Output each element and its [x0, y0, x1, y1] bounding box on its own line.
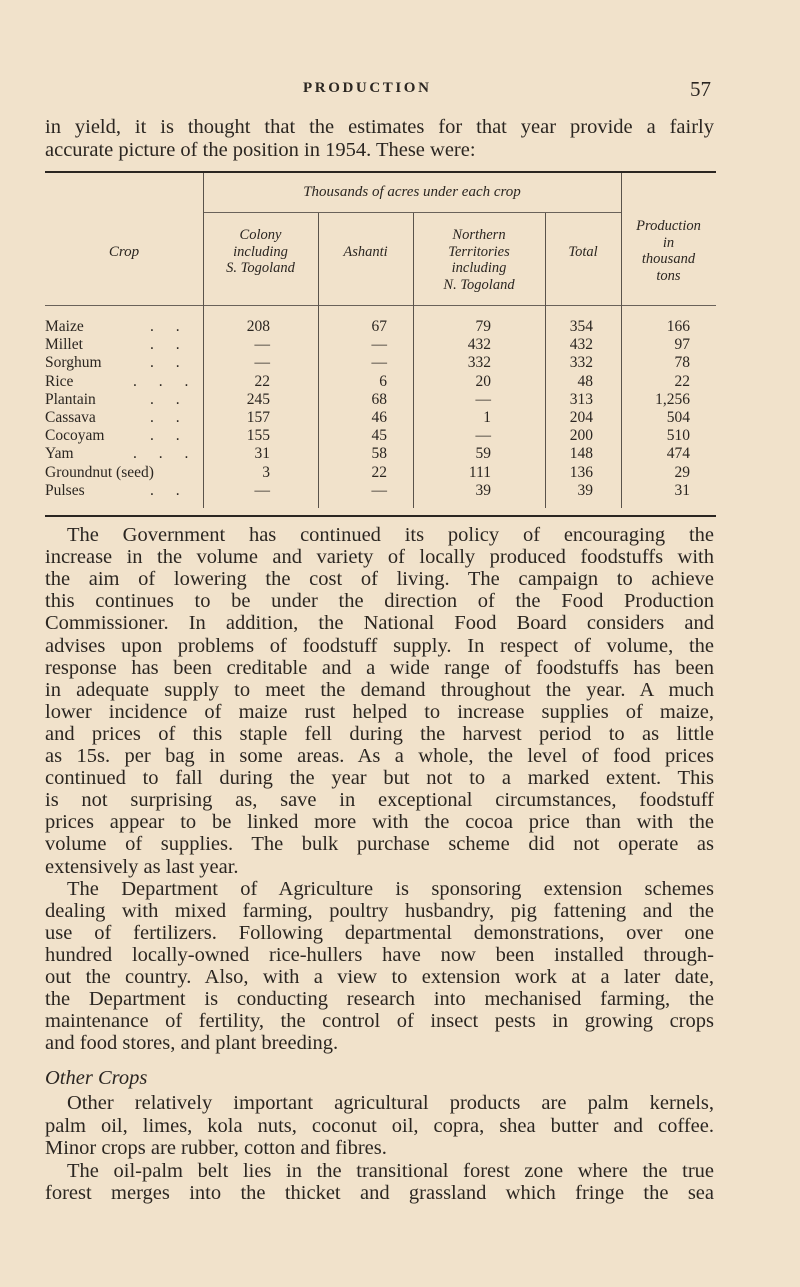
- table-top-rule: [45, 171, 716, 173]
- section-line: Minor crops are rubber, cotton and fibres.: [45, 1137, 387, 1160]
- cell-nt: —: [475, 427, 491, 445]
- header-line: Colony: [239, 227, 282, 243]
- col-header-crop: Crop: [108, 244, 140, 260]
- body-line: and food stores, and plant breeding.: [45, 1032, 339, 1055]
- cell-total: 39: [577, 481, 593, 499]
- body-line: [45, 745, 714, 767]
- cell-production: 97: [674, 336, 690, 354]
- dot-leader: . .: [150, 409, 189, 426]
- cell-ashanti: —: [371, 481, 387, 499]
- header-rule: [45, 305, 716, 306]
- header-line: S. Togoland: [226, 260, 295, 276]
- cell-production: 31: [674, 481, 690, 499]
- cell-colony: 3: [262, 463, 270, 481]
- cell-colony: 22: [254, 372, 270, 390]
- body-line: the aim of lowering the cost of living. The campaign to achieve: [45, 568, 714, 591]
- cell-nt: 111: [468, 463, 491, 481]
- table-row: [45, 482, 716, 500]
- cell-colony: 155: [246, 427, 270, 445]
- table-row: [45, 336, 716, 354]
- crop-name: Rice: [45, 372, 74, 390]
- body-line: response has been creditable and a wide range of foodstuffs has been: [45, 656, 714, 679]
- header-line: N. Togoland: [443, 276, 515, 293]
- cell-colony: 157: [246, 409, 270, 426]
- crop-name: Plantain: [45, 390, 96, 408]
- cell-colony: —: [254, 481, 270, 499]
- cell-nt: 79: [475, 318, 491, 335]
- body-line: this continues to be under the direction of the Food Production: [45, 590, 714, 613]
- cell-ashanti: 58: [371, 445, 387, 463]
- body-line: extensively as last year.: [45, 855, 239, 878]
- intro-line: in yield, it is thought that the estimates for that year provide a fairly: [45, 116, 714, 138]
- cell-production: 29: [674, 463, 690, 481]
- cell-total: 48: [577, 372, 593, 390]
- cell-total: 200: [569, 427, 593, 445]
- cell-ashanti: 22: [371, 463, 387, 481]
- dot-leader: . .: [150, 390, 189, 408]
- section-line: palm oil, limes, kola nuts, coconut oil, copra, shea butter and coffee.: [45, 1114, 714, 1137]
- header-line: Territories: [448, 243, 510, 260]
- cell-ashanti: 67: [371, 318, 387, 335]
- crop-name: Maize: [45, 318, 84, 335]
- dot-leader: . . .: [133, 372, 198, 390]
- body-line: dealing with mixed farming, poultry husbandry, pig fattening and the: [45, 899, 714, 922]
- cell-ashanti: 68: [371, 390, 387, 408]
- cell-nt: 39: [475, 481, 491, 499]
- cell-ashanti: 46: [371, 409, 387, 426]
- cell-ashanti: 6: [379, 372, 387, 390]
- dot-leader: . .: [150, 336, 189, 354]
- dot-leader: . .: [150, 318, 189, 335]
- col-header-northern-territories: [413, 227, 545, 293]
- crop-name: Sorghum: [45, 354, 102, 372]
- cell-nt: 59: [475, 445, 491, 463]
- body-line: The Department of Agriculture is sponsoring extension schemes: [67, 877, 714, 900]
- table-row: [45, 409, 716, 427]
- body-line: in adequate supply to meet the demand throughout the year. A much: [45, 678, 714, 701]
- cell-production: 78: [674, 354, 690, 372]
- table-bottom-rule: [45, 515, 716, 517]
- body-line: Commissioner. In addition, the National Food Board considers and: [45, 612, 714, 635]
- section-line: Other relatively important agricultural products are palm kernels,: [67, 1092, 714, 1114]
- body-line-text: as 15s. per bag in some areas. As a whole, the level of food prices: [45, 745, 714, 767]
- cell-total: 136: [569, 463, 593, 481]
- header-line: Production: [636, 218, 701, 234]
- cell-production: 166: [666, 318, 690, 335]
- intro-line: accurate picture of the position in 1954. These were:: [45, 139, 476, 161]
- cell-nt: 432: [467, 336, 491, 354]
- crop-name: Cocoyam: [45, 427, 105, 445]
- crop-name: Yam: [45, 445, 74, 463]
- dot-leader: . .: [150, 427, 189, 445]
- cell-nt: 332: [467, 354, 491, 372]
- body-line: advises upon problems of foodstuff supply. In respect of volume, the: [45, 634, 714, 657]
- body-line: is not surprising as, save in exceptional circumstances, foodstuff: [45, 789, 714, 812]
- cell-total: 148: [569, 445, 593, 463]
- running-title: PRODUCTION: [303, 80, 432, 96]
- cell-total: 313: [569, 390, 593, 408]
- cell-ashanti: —: [371, 336, 387, 354]
- page-number: 57: [690, 77, 711, 101]
- col-header-total: Total: [568, 244, 598, 260]
- header-line: thousand: [641, 251, 696, 267]
- body-line: volume of supplies. The bulk purchase scheme did not operate as: [45, 833, 714, 856]
- col-header-production: [621, 218, 716, 284]
- crop-name: Pulses: [45, 481, 85, 499]
- table-row: [45, 464, 716, 482]
- cell-nt: 20: [475, 372, 491, 390]
- header-line: in: [662, 234, 675, 251]
- table-row: [45, 445, 716, 463]
- cell-total: 204: [569, 409, 593, 426]
- col-header-ashanti: Ashanti: [343, 244, 388, 260]
- group-rule: [203, 212, 621, 213]
- cell-production: 510: [666, 427, 690, 445]
- body-line: maintenance of fertility, the control of insect pests in growing crops: [45, 1010, 714, 1033]
- cell-production: 22: [674, 372, 690, 390]
- cell-total: 354: [569, 318, 593, 335]
- crop-name: Millet: [45, 336, 83, 354]
- cell-production: 1,256: [655, 390, 690, 408]
- header-line: Northern: [452, 227, 506, 243]
- col-header-colony: [203, 227, 318, 277]
- group-header: Thousands of acres under each crop: [303, 184, 521, 200]
- table-row: [45, 391, 716, 409]
- cell-production: 504: [666, 409, 690, 426]
- body-line: lower incidence of maize rust helped to increase supplies of maize,: [45, 700, 714, 723]
- body-line: and prices of this staple fell during the harvest period to as little: [45, 722, 714, 745]
- cell-total: 332: [569, 354, 593, 372]
- dot-leader: . . .: [133, 445, 198, 463]
- section-line: The oil-palm belt lies in the transitional forest zone where the true: [67, 1159, 714, 1182]
- section-heading: Other Crops: [45, 1067, 148, 1089]
- cell-nt: 1: [483, 409, 491, 426]
- cell-colony: —: [254, 336, 270, 354]
- body-line: prices appear to be linked more with the cocoa price than with the: [45, 811, 714, 834]
- body-line: hundred locally-owned rice-hullers have now been installed through-: [45, 943, 714, 966]
- body-line: use of fertilizers. Following departmental demonstrations, over one: [45, 921, 714, 944]
- body-line: increase in the volume and variety of locally produced foodstuffs with: [45, 546, 714, 569]
- crop-name: Cassava: [45, 409, 96, 426]
- crop-name: Groundnut (seed): [45, 463, 154, 481]
- cell-nt: —: [475, 390, 491, 408]
- cell-production: 474: [666, 445, 690, 463]
- cell-total: 432: [569, 336, 593, 354]
- dot-leader: . .: [150, 354, 189, 372]
- cell-colony: 31: [254, 445, 270, 463]
- table-row: [45, 354, 716, 372]
- header-line: including: [451, 260, 507, 276]
- body-line: continued to fall during the year but not to a marked extent. This: [45, 767, 714, 790]
- header-line: tons: [656, 267, 681, 284]
- cell-ashanti: —: [371, 354, 387, 372]
- table-row: [45, 318, 716, 336]
- body-line: the Department is conducting research into mechanised farming, the: [45, 988, 714, 1011]
- cell-colony: 208: [246, 318, 270, 335]
- section-line: forest merges into the thicket and grassland which fringe the sea: [45, 1182, 714, 1205]
- cell-colony: —: [254, 354, 270, 372]
- body-line: out the country. Also, with a view to extension work at a later date,: [45, 966, 714, 988]
- cell-colony: 245: [246, 390, 270, 408]
- cell-ashanti: 45: [371, 427, 387, 445]
- table-row: [45, 373, 716, 391]
- table-row: [45, 427, 716, 445]
- dot-leader: . .: [150, 481, 189, 499]
- body-line: The Government has continued its policy of encouraging the: [67, 524, 714, 546]
- header-line: including: [233, 243, 288, 260]
